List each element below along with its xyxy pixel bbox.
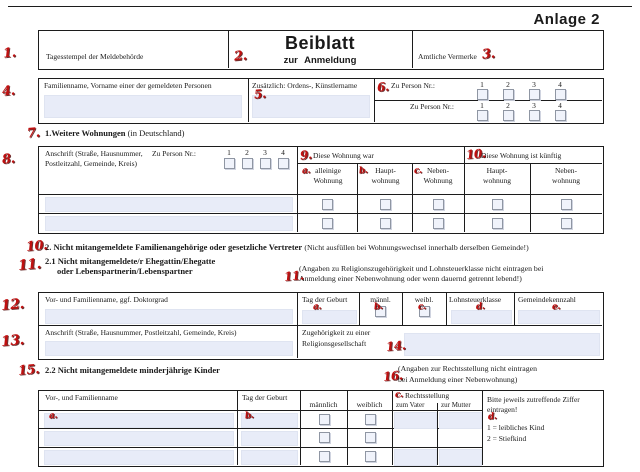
spouse-name-label: Vor- und Familienname, ggf. Doktorgrad: [45, 295, 168, 304]
child2-male-checkbox[interactable]: [319, 432, 330, 443]
legend-biological: 1 = leibliches Kind: [487, 423, 545, 432]
dw2-fsec-checkbox[interactable]: [561, 218, 572, 229]
person-no-3: 3: [532, 80, 536, 89]
section1-title-rest: (in Deutschland): [127, 128, 185, 138]
person-no2-2: 2: [506, 101, 510, 110]
section21-title-2: oder Lebenspartnerin/Lebenspartner: [57, 266, 193, 276]
municipality-field[interactable]: [518, 310, 600, 324]
col-fsec-line1: Neben-: [554, 166, 578, 175]
person-2-checkbox[interactable]: [503, 89, 514, 100]
col-main-line1: Haupt-: [375, 166, 396, 175]
child3-female-checkbox[interactable]: [365, 451, 376, 462]
dwelling-address-field-1[interactable]: [45, 197, 293, 212]
stamp-area-label: Tagesstempel der Meldebehörde: [46, 52, 144, 61]
section22-note-1: (Angaben zur Rechtsstellung nicht eintragen: [398, 364, 538, 373]
person-divider-1: [248, 78, 249, 122]
form-subtitle: zur Anmeldung: [283, 55, 357, 66]
person-no2-1: 1: [480, 101, 484, 110]
child2-female-checkbox[interactable]: [365, 432, 376, 443]
tax-class-field[interactable]: [451, 310, 512, 324]
dw1-fsec-checkbox[interactable]: [561, 199, 572, 210]
form-title: Beiblatt: [284, 33, 355, 53]
spouse-name-field[interactable]: [45, 309, 293, 324]
section22-title: 2.2 Nicht mitangemeldete minderjährige Kinder: [45, 365, 220, 375]
dw1-sec-checkbox[interactable]: [433, 199, 444, 210]
annotation-marker-female: c.: [417, 301, 427, 313]
religion-label-2: Religionsgesellschaft: [302, 339, 367, 348]
s1-person-4-checkbox[interactable]: [278, 158, 289, 169]
s21-row-line: [38, 325, 602, 326]
person-3-checkbox[interactable]: [529, 89, 540, 100]
col-main-line2: wohnung: [371, 176, 400, 185]
top-rule: [8, 6, 632, 7]
child1-female-checkbox[interactable]: [365, 414, 376, 425]
mother-label: zur Mutter: [441, 401, 471, 409]
person-no-4: 4: [558, 80, 562, 89]
annotation-marker-tax: d.: [475, 301, 485, 313]
s1-row-line-1: [38, 194, 602, 195]
s1-div-was1: [357, 163, 358, 232]
s1-address-label-2: Postleitzahl, Gemeinde, Kreis): [45, 159, 138, 168]
s22-row-line-2: [38, 447, 482, 448]
family-name-label: Familienname, Vorname einer der gemeldeten Personen: [44, 81, 212, 90]
child-male-label: männlich: [309, 400, 338, 409]
col-sec-line2: Wohnung: [423, 176, 453, 185]
annotation-marker-15: 15.: [17, 362, 40, 379]
section21-note-1: (Angaben zu Religionszugehörigkeit und Lohnsteuerklasse nicht eintragen bei: [299, 264, 544, 273]
person-no2-3: 3: [532, 101, 536, 110]
s1-address-label-1: Anschrift (Straße, Hausnummer,: [45, 149, 143, 158]
dw2-sole-checkbox[interactable]: [322, 218, 333, 229]
annotation-marker-9: 9.: [299, 147, 313, 163]
annotation-marker-birth: a.: [312, 301, 322, 313]
dwelling-address-field-2[interactable]: [45, 216, 293, 231]
child-name-label: Vor-, und Familienname: [45, 393, 118, 402]
person2-1-checkbox[interactable]: [477, 110, 488, 121]
s1-subheader-line: [297, 163, 602, 164]
child3-mother-field[interactable]: [439, 449, 482, 466]
annotation-marker-child-name: a.: [48, 410, 58, 422]
child1-name-field[interactable]: [44, 410, 234, 428]
family-name-field[interactable]: [44, 95, 242, 118]
s1-row-line-2: [38, 213, 602, 214]
header-divider-2: [412, 30, 413, 68]
section2-title-bold: 2. Nicht mitangemeldete Familienangehörige oder gesetzliche Vertreter: [45, 242, 303, 252]
col-sole-line2: Wohnung: [313, 176, 343, 185]
legend-step: 2 = Stiefkind: [487, 434, 527, 443]
s21-div-female: [446, 292, 447, 325]
annotation-marker-3: 3.: [481, 46, 496, 63]
child1-father-field[interactable]: [394, 412, 437, 429]
s1-no-4: 4: [281, 148, 285, 157]
annotation-marker-8: 8.: [1, 151, 16, 168]
dw1-fmain-checkbox[interactable]: [492, 199, 503, 210]
child3-male-checkbox[interactable]: [319, 451, 330, 462]
s1-person-no-label: Zu Person Nr.:: [152, 149, 196, 158]
s1-no-2: 2: [245, 148, 249, 157]
hint-label-1: Bitte jeweils zutreffende Ziffer: [487, 395, 580, 404]
annotation-marker-s21-note: 11.: [283, 268, 304, 284]
child3-father-field[interactable]: [394, 449, 437, 466]
official-remarks-label: Amtliche Vermerke: [418, 52, 477, 61]
annotation-marker-6: 6.: [376, 79, 390, 95]
col-sec-line1: Neben-: [426, 166, 450, 175]
s1-person-2-checkbox[interactable]: [242, 158, 253, 169]
tax-class-label: Lohnsteuerklasse: [449, 295, 502, 304]
annotation-marker-5: 5.: [253, 86, 267, 102]
child-birth-label: Tag der Geburt: [242, 393, 288, 402]
child1-male-checkbox[interactable]: [319, 414, 330, 425]
s21-div-main: [297, 292, 298, 358]
annotation-marker-a: a.: [301, 165, 311, 177]
dw2-fmain-checkbox[interactable]: [492, 218, 503, 229]
person2-3-checkbox[interactable]: [529, 110, 540, 121]
s1-person-1-checkbox[interactable]: [224, 158, 235, 169]
father-label: zum Vater: [396, 401, 425, 409]
annotation-marker-municipality: e.: [551, 301, 561, 313]
person2-2-checkbox[interactable]: [503, 110, 514, 121]
annotation-marker-s2: 10.: [25, 238, 48, 255]
child3-name-field[interactable]: [44, 450, 234, 465]
annotation-marker-14: 14.: [385, 338, 406, 354]
religion-label-1: Zugehörigkeit zu einer: [302, 328, 371, 337]
child2-name-field[interactable]: [44, 431, 234, 446]
annotation-marker-b: b.: [358, 165, 368, 177]
s22-div-parent: [437, 403, 438, 465]
s1-no-3: 3: [263, 148, 267, 157]
annex-label: Anlage 2: [533, 11, 600, 28]
s1-person-3-checkbox[interactable]: [260, 158, 271, 169]
annotation-marker-4: 4.: [1, 83, 16, 100]
s1-div-groups: [464, 146, 465, 232]
s22-row-line-0: [38, 410, 482, 411]
col-fmain-line2: wohnung: [483, 176, 511, 185]
dw1-sole-checkbox[interactable]: [322, 199, 333, 210]
annotation-marker-child-birth: b.: [244, 410, 254, 422]
s1-div-address: [297, 146, 298, 232]
person-no-label-2: Zu Person Nr.:: [410, 102, 454, 111]
dw2-main-checkbox[interactable]: [380, 218, 391, 229]
child3-birth-field[interactable]: [241, 450, 298, 465]
section1-title: [45, 128, 184, 138]
dwelling-was-label: Diese Wohnung war: [313, 151, 374, 160]
annotation-marker-12: 12.: [0, 296, 25, 314]
artist-name-label: Zusätzlich: Ordens-, Künstlername: [252, 81, 358, 90]
annotation-marker-c: c.: [413, 165, 423, 177]
annotation-marker-7: 7.: [26, 125, 41, 142]
dw1-main-checkbox[interactable]: [380, 199, 391, 210]
s21-div-tax: [514, 292, 515, 325]
spouse-female-label: weibl.: [414, 295, 434, 304]
child-female-label: weiblich: [356, 400, 383, 409]
child2-birth-field[interactable]: [241, 431, 298, 446]
person2-4-checkbox[interactable]: [555, 110, 566, 121]
annotation-marker-male: b.: [373, 301, 383, 313]
annotation-marker-s21: 11.: [17, 256, 42, 274]
s22-div-legal: [482, 390, 483, 465]
spouse-birth-label: Tag der Geburt: [302, 295, 348, 304]
person-no-2: 2: [506, 80, 510, 89]
annotation-marker-13: 13.: [0, 332, 25, 350]
annotation-marker-10: 10.: [465, 146, 486, 162]
annotation-marker-s22-note: 16.: [382, 368, 403, 384]
person-no-1: 1: [480, 80, 484, 89]
s1-no-1: 1: [227, 148, 231, 157]
child1-mother-field[interactable]: [439, 412, 482, 429]
spouse-male-label: männl.: [370, 295, 391, 304]
spouse-birth-field[interactable]: [302, 310, 357, 324]
legal-status-label: Rechtsstellung: [405, 391, 450, 400]
annotation-marker-2: 2.: [233, 48, 248, 65]
section21-title-1: 2.1 Nicht mitangemeldete/r Ehegattin/Ehegatte: [45, 256, 216, 266]
section21-note-2: Anmeldung einer Nebenwohnung oder wenn dauernd getrennt lebend!): [299, 274, 522, 283]
religion-field[interactable]: [404, 333, 600, 356]
annotation-marker-hint: d.: [487, 411, 497, 423]
person-4-checkbox[interactable]: [555, 89, 566, 100]
spouse-address-field[interactable]: [45, 341, 293, 356]
municipality-label: Gemeindekennzahl: [518, 295, 576, 304]
artist-name-field[interactable]: [252, 95, 370, 118]
person-no2-4: 4: [558, 101, 562, 110]
spouse-address-label: Anschrift (Straße, Hausnummer, Postleitzahl, Gemeinde, Kreis): [45, 328, 237, 337]
section2-title-note: (Nicht ausfüllen bei Wohnungswechsel innerhalb derselben Gemeinde!): [304, 243, 529, 252]
hint-label-2: eintragen!: [487, 405, 518, 414]
section22-note-2: bei Anmeldung einer Nebenwohnung): [398, 375, 518, 384]
col-fmain-line1: Haupt-: [486, 166, 508, 175]
col-sole-line1: alleinige: [315, 166, 341, 175]
dwelling-future-label: Diese Wohnung ist künftig: [481, 151, 562, 160]
col-fsec-line2: wohnung: [552, 176, 580, 185]
section2-title: [45, 242, 529, 252]
annotation-marker-legal: c.: [394, 389, 404, 401]
annotation-marker-1: 1.: [2, 45, 17, 62]
person-subdivider: [374, 100, 602, 101]
section1-title-bold: 1.Weitere Wohnungen: [45, 128, 126, 138]
person-no-label-1: Zu Person Nr.:: [391, 81, 435, 90]
dw2-sec-checkbox[interactable]: [433, 218, 444, 229]
person-1-checkbox[interactable]: [477, 89, 488, 100]
